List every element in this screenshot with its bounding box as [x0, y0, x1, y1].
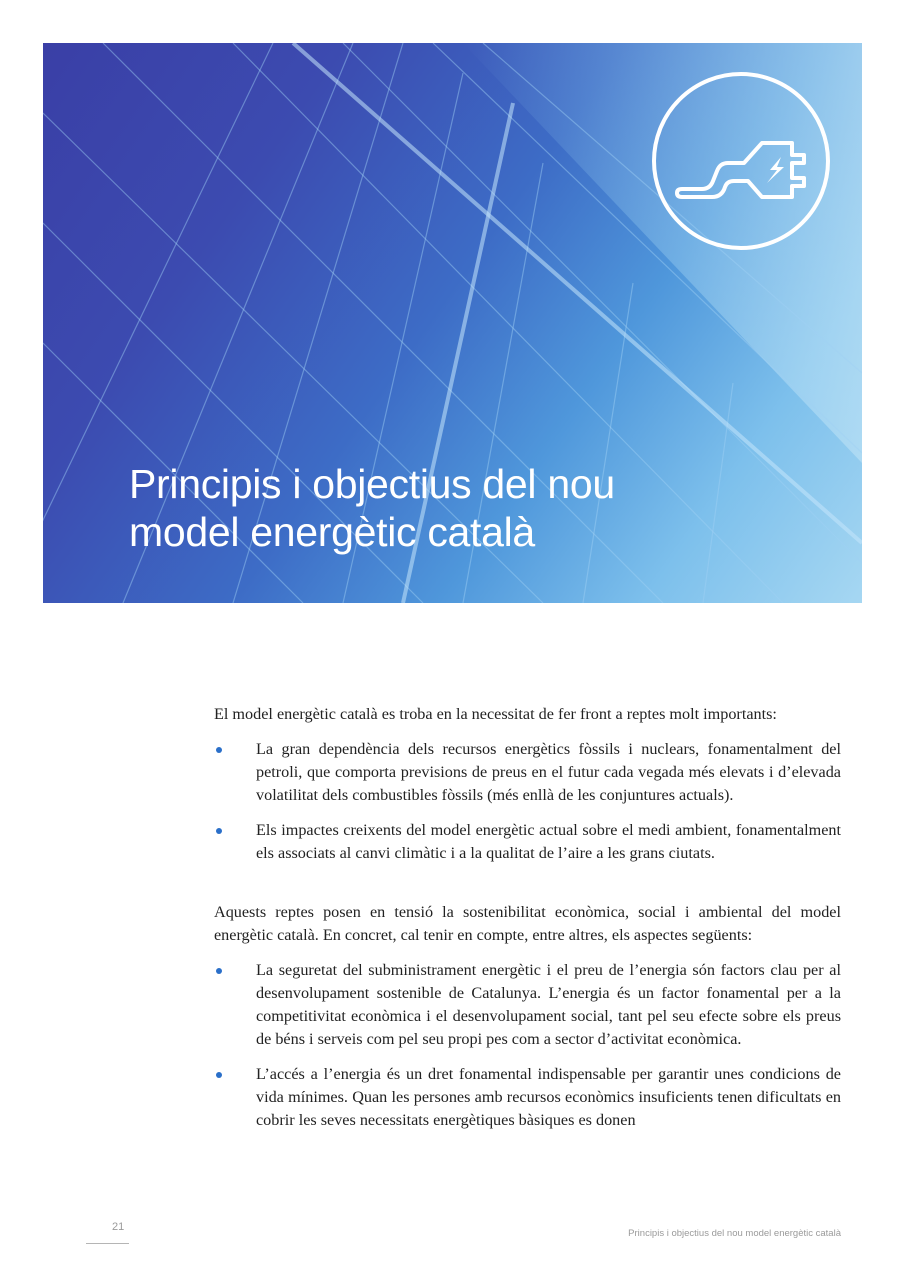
list-item-text: Els impactes creixents del model energètic actual sobre el medi ambient, fonamentalment els associats al canvi climàtic i a la qualitat de l’aire a les grans ciutats. — [256, 821, 841, 862]
bullet-icon — [216, 828, 222, 834]
hero-banner — [43, 43, 862, 603]
running-footer-title: Principis i objectius del nou model energètic català — [628, 1228, 841, 1239]
list-item — [214, 1063, 841, 1132]
bullet-icon — [216, 747, 222, 753]
page-title — [129, 460, 615, 556]
bullet-icon — [216, 968, 222, 974]
aspects-list — [214, 959, 841, 1132]
title-line-2: model energètic català — [129, 509, 535, 555]
footer-divider — [86, 1243, 129, 1244]
list-item — [214, 819, 841, 865]
electric-plug-icon — [650, 70, 832, 252]
page-number: 21 — [112, 1221, 125, 1233]
intro-paragraph-2: Aquests reptes posen en tensió la sostenibilitat econòmica, social i ambiental del model energètic català. En concret, cal tenir en compte, entre altres, els aspectes següents: — [214, 903, 841, 944]
bullet-icon — [216, 1072, 222, 1078]
list-item — [214, 738, 841, 807]
list-item-text: La seguretat del subministrament energètic i el preu de l’energia són factors clau per al desenvolupament sostenible de Catalunya. L’energia és un factor fonamental per a la competitivitat econòmica i el desenvolupament social, tant pel seu efecte sobre els preus de béns i serveis com pel seu propi pes com a sector d’activitat econòmica. — [256, 961, 841, 1048]
list-item-text: L’accés a l’energia és un dret fonamental indispensable per garantir unes condicions de vida mínimes. Quan les persones amb recursos econòmics insuficients tenen dificultats en cobrir les seves necessitats energètiques bàsiques es donen — [256, 1065, 841, 1129]
challenges-list — [214, 738, 841, 865]
intro-paragraph-1: El model energètic català es troba en la necessitat de fer front a reptes molt importants: — [214, 705, 777, 723]
list-item-text: La gran dependència dels recursos energètics fòssils i nuclears, fonamentalment del petroli, que comporta previsions de preus en el futur cada vegada més elevats i d’elevada volatilitat dels combustibles fòssils (més enllà de les conjuntures actuals). — [256, 740, 841, 804]
list-item — [214, 959, 841, 1051]
title-line-1: Principis i objectius del nou — [129, 461, 615, 507]
body-text — [214, 703, 841, 1144]
